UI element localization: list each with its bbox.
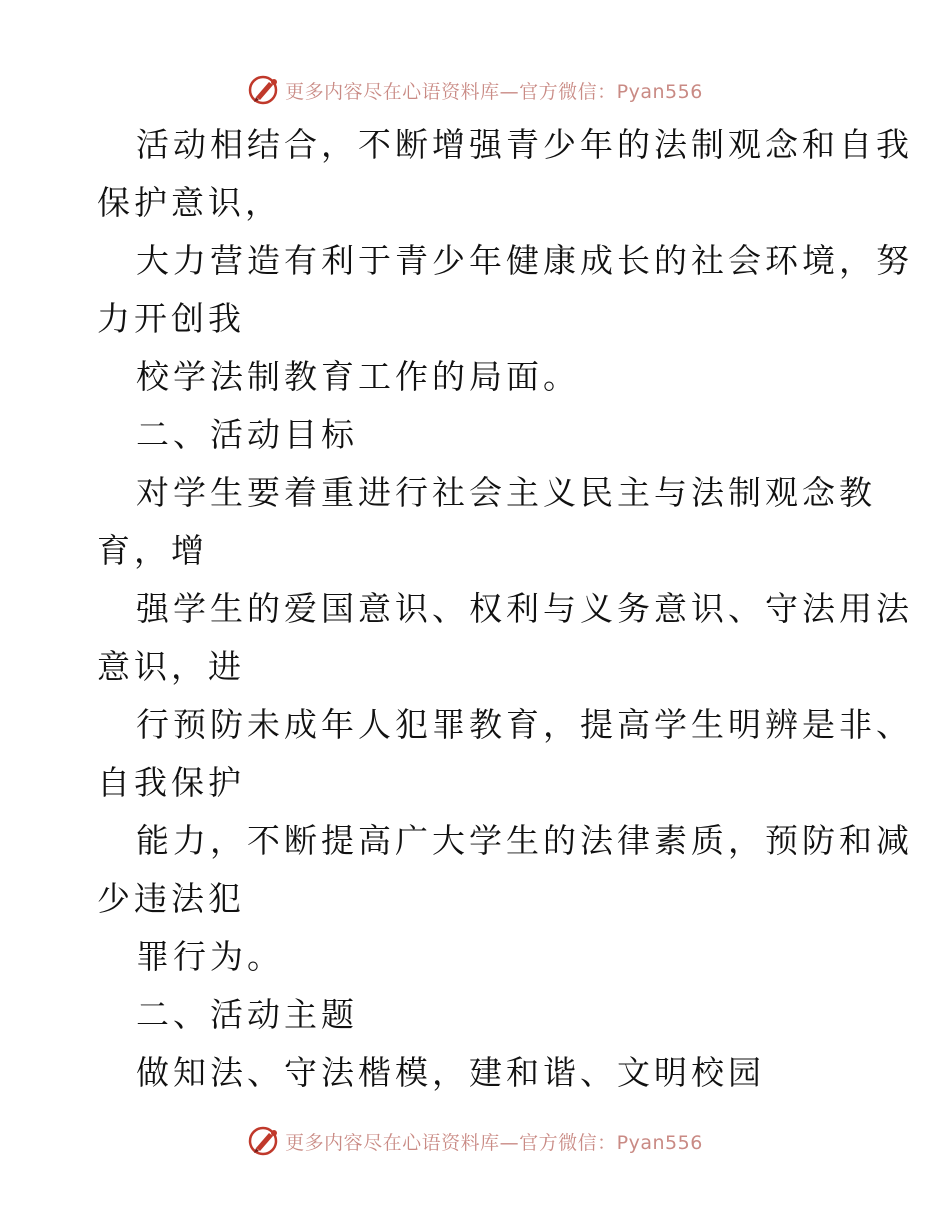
pen-seal-logo-icon: [247, 1124, 281, 1158]
paragraph-line: 力开创我: [97, 299, 245, 338]
paragraph-line: 活动相结合，不断增强青少年的法制观念和自我: [136, 125, 913, 164]
header-watermark: [0, 70, 950, 110]
paragraph-line: 做知法、守法楷模，建和谐、文明校园: [136, 1053, 765, 1092]
watermark-text: 更多内容尽在心语资料库—官方微信：Pyan556: [285, 1131, 703, 1154]
paragraph-line: 大力营造有利于青少年健康成长的社会环境，努: [136, 241, 913, 280]
paragraph-line: 行预防未成年人犯罪教育，提高学生明辨是非、: [136, 705, 913, 744]
paragraph-line: 对学生要着重进行社会主义民主与法制观念教: [136, 473, 876, 512]
paragraph-line: 育，增: [97, 531, 208, 570]
paragraph-line: 强学生的爱国意识、权利与义务意识、守法用法: [136, 589, 913, 628]
footer-watermark: [0, 1121, 950, 1161]
paragraph-line: 能力，不断提高广大学生的法律素质，预防和减: [136, 821, 913, 860]
paragraph-line: 罪行为。: [136, 937, 284, 976]
paragraph-line: 少违法犯: [97, 879, 245, 918]
section-heading: 二、活动主题: [136, 995, 358, 1034]
paragraph-line: 校学法制教育工作的局面。: [136, 357, 580, 396]
pen-seal-logo-icon: [247, 73, 281, 107]
paragraph-line: 自我保护: [97, 763, 245, 802]
watermark-text: 更多内容尽在心语资料库—官方微信：Pyan556: [285, 80, 703, 103]
paragraph-line: 保护意识，: [97, 183, 282, 222]
section-heading: 二、活动目标: [136, 415, 358, 454]
paragraph-line: 意识，进: [97, 647, 245, 686]
